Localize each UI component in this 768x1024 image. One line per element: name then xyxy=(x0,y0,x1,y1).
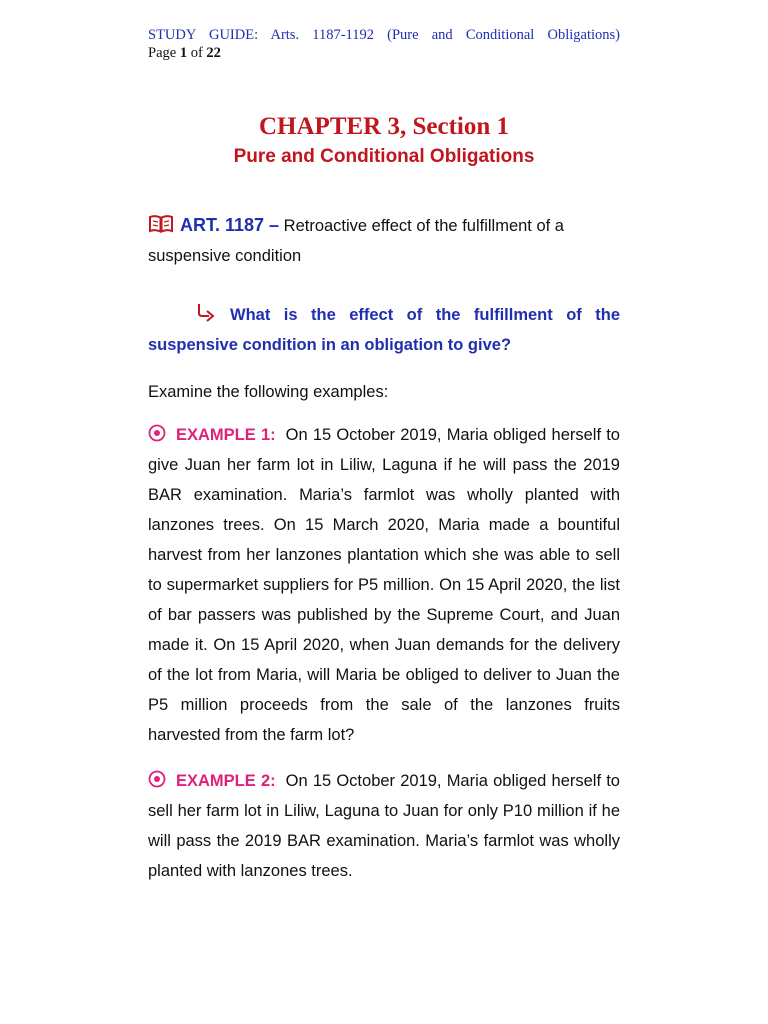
examples-intro: Examine the following examples: xyxy=(148,383,389,401)
target-icon xyxy=(148,422,166,440)
page-indicator xyxy=(148,44,620,62)
book-icon xyxy=(148,214,174,243)
hooked-arrow-icon xyxy=(196,302,216,324)
page-prefix: Page xyxy=(148,45,177,61)
target-icon xyxy=(148,768,166,786)
example-text: On 15 October 2019, Maria obliged herself to sell her farm lot in Liliw, Laguna to Juan for only P10 million if he will pass the 2019 BAR examination. Maria’s farmlot was wholly planted with lanzones trees. xyxy=(148,772,620,880)
article-description: Retroactive effect of the fulfillment of a suspensive condition xyxy=(148,217,564,265)
chapter-title: CHAPTER 3, Section 1 xyxy=(259,113,509,140)
article-heading xyxy=(148,212,620,270)
example-label: EXAMPLE 1: xyxy=(176,426,276,444)
question-text: What is the effect of the fulfillment of the suspensive condition in an obligation to give? xyxy=(148,306,620,354)
example-label: EXAMPLE 2: xyxy=(176,772,276,790)
document-page xyxy=(148,26,620,886)
example-2 xyxy=(148,766,620,886)
article-label: ART. 1187 – xyxy=(180,215,280,235)
example-text: On 15 October 2019, Maria obliged herself to give Juan her farm lot in Liliw, Laguna if he will pass the 2019 BAR examination. Maria’s farmlot was wholly planted with lanzones trees. On 15 March 2020, Maria made a bountiful harvest from her lanzones plantation which she was able to sell to supermarket suppliers for P5 million. On 15 April 2020, the list of bar passers was published by the Supreme Court, and Juan made it. On 15 April 2020, when Juan demands for the delivery of the lot from Maria, will Maria be obliged to deliver to Juan the P5 million proceeds from the sale of the lanzones fruits harvested from the farm lot? xyxy=(148,426,620,744)
page-number: 1 xyxy=(179,45,188,61)
question xyxy=(148,300,620,360)
running-header xyxy=(148,26,620,62)
example-1 xyxy=(148,420,620,750)
study-guide-title: STUDY GUIDE: Arts. 1187-1192 (Pure and Conditional Obligations) xyxy=(148,27,620,43)
page-of: of xyxy=(190,45,203,61)
page-total: 22 xyxy=(206,45,221,61)
chapter-subtitle: Pure and Conditional Obligations xyxy=(233,146,535,167)
